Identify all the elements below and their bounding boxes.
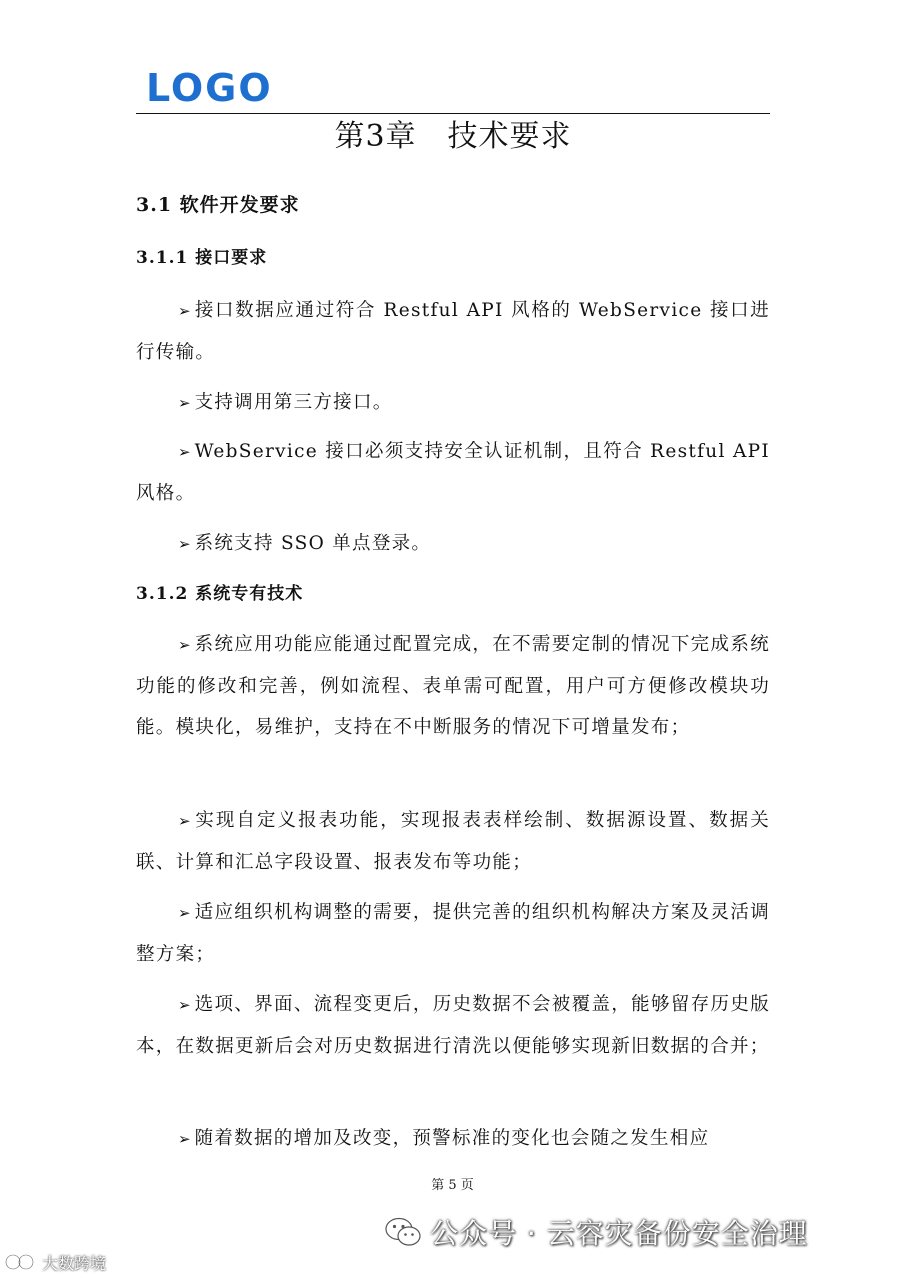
- corner-watermark: [4, 1249, 106, 1275]
- list-item: [136, 892, 770, 975]
- list-item: [136, 1118, 770, 1160]
- list-item-text: 实现自定义报表功能，实现报表表样绘制、数据源设置、数据关联、计算和汇总字段设置、报表发布等功能；: [136, 810, 770, 873]
- arrow-bullet-icon: ➢: [178, 996, 191, 1014]
- list-item: [136, 523, 770, 565]
- footer-text: 公众号 · 云容灾备份安全治理: [430, 1217, 808, 1250]
- list-item-text: 系统支持 SSO 单点登录。: [194, 533, 432, 554]
- arrow-bullet-icon: ➢: [178, 636, 191, 654]
- subsection-heading-technology: 3.1.2 系统专有技术: [136, 584, 304, 604]
- logo: LOGO: [146, 66, 273, 110]
- list-item: [136, 431, 770, 514]
- arrow-bullet-icon: ➢: [178, 302, 191, 320]
- page-number: 第 5 页: [431, 1178, 474, 1193]
- list-item: [136, 800, 770, 883]
- arrow-bullet-icon: ➢: [178, 443, 191, 461]
- logo-mark-icon: [4, 1252, 38, 1272]
- list-item-text: 适应组织机构调整的需要，提供完善的组织机构解决方案及灵活调整方案；: [136, 902, 770, 965]
- list-item-text: 接口数据应通过符合 Restful API 风格的 WebService 接口进行传输。: [136, 300, 770, 363]
- wechat-footer-watermark: [384, 1212, 808, 1252]
- list-item: [136, 382, 770, 424]
- arrow-bullet-icon: ➢: [178, 904, 191, 922]
- arrow-bullet-icon: ➢: [178, 1130, 191, 1148]
- list-item-text: 随着数据的增加及改变，预警标准的变化也会随之发生相应: [194, 1128, 710, 1149]
- arrow-bullet-icon: ➢: [178, 812, 191, 830]
- list-item: [136, 984, 770, 1067]
- list-item: [136, 290, 770, 373]
- corner-watermark-text: 大数跨境: [42, 1253, 107, 1273]
- chapter-title: 第3章 技术要求: [334, 119, 572, 154]
- subsection-heading-interface: 3.1.1 接口要求: [136, 248, 268, 268]
- list-item-text: 系统应用功能应能通过配置完成，在不需要定制的情况下完成系统功能的修改和完善，例如流程、表单需可配置，用户可方便修改模块功能。模块化，易维护，支持在不中断服务的情况下可增量发布；: [136, 634, 770, 738]
- arrow-bullet-icon: ➢: [178, 394, 191, 412]
- arrow-bullet-icon: ➢: [178, 535, 191, 553]
- list-item-text: 选项、界面、流程变更后，历史数据不会被覆盖，能够留存历史版本，在数据更新后会对历史数据进行清洗以便能够实现新旧数据的合并；: [136, 994, 770, 1057]
- wechat-icon: [384, 1216, 422, 1248]
- list-item-text: 支持调用第三方接口。: [194, 392, 393, 413]
- section-heading: 3.1 软件开发要求: [136, 194, 300, 216]
- header-divider: [136, 113, 770, 114]
- list-item-text: WebService 接口必须支持安全认证机制，且符合 Restful API 风格。: [136, 441, 770, 504]
- list-item: [136, 624, 770, 748]
